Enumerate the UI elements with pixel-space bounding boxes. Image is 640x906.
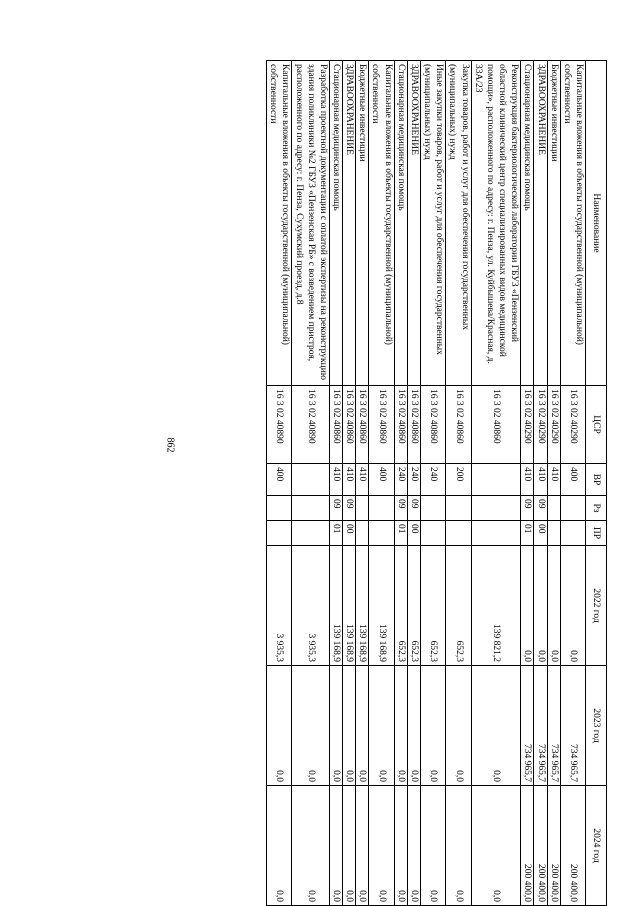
header-2022: 2022 год: [586, 546, 607, 666]
budget-table-rotated: [202, 60, 607, 905]
cell-csr: 16 3 02 40860: [446, 386, 471, 464]
cell-y2023: 0,0: [394, 666, 407, 786]
cell-y2024: 200 400,0: [521, 786, 534, 906]
cell-y2022: 139 168,9: [369, 546, 394, 666]
cell-y2024: 0,0: [394, 786, 407, 906]
cell-y2023: 0,0: [329, 666, 342, 786]
cell-pr: [356, 521, 369, 546]
cell-name: ЗДРАВООХРАНЕНИЕ: [534, 61, 547, 386]
header-rz: Рз: [586, 496, 607, 521]
page-number: 862: [164, 437, 176, 453]
cell-csr: 16 3 02 40860: [329, 386, 342, 464]
table-row: [394, 61, 407, 906]
cell-name: Бюджетные инвестиции: [356, 61, 369, 386]
cell-rz: [369, 496, 394, 521]
cell-name: ЗДРАВООХРАНЕНИЕ: [343, 61, 356, 386]
cell-pr: 00: [534, 521, 547, 546]
table-row: [534, 61, 547, 906]
cell-pr: [369, 521, 394, 546]
table-row: [446, 61, 471, 906]
cell-vr: 400: [369, 464, 394, 496]
cell-csr: 16 3 02 40860: [407, 386, 420, 464]
cell-vr: [292, 464, 329, 496]
cell-csr: 16 3 02 40290: [534, 386, 547, 464]
cell-y2022: 139 168,9: [329, 546, 342, 666]
table-row: [407, 61, 420, 906]
cell-y2022: 0,0: [534, 546, 547, 666]
cell-csr: 16 3 02 40860: [471, 386, 521, 464]
cell-csr: 16 3 02 40860: [356, 386, 369, 464]
cell-y2024: 0,0: [292, 786, 329, 906]
cell-vr: 410: [534, 464, 547, 496]
table-row: [547, 61, 560, 906]
cell-rz: [560, 496, 585, 521]
table-row: [267, 61, 292, 906]
cell-y2024: 0,0: [329, 786, 342, 906]
cell-y2024: 200 400,0: [547, 786, 560, 906]
cell-y2022: 0,0: [521, 546, 534, 666]
cell-pr: [560, 521, 585, 546]
cell-vr: 410: [356, 464, 369, 496]
cell-y2023: 0,0: [471, 666, 521, 786]
cell-vr: 240: [394, 464, 407, 496]
cell-rz: [420, 496, 445, 521]
cell-pr: [547, 521, 560, 546]
cell-y2022: 139 168,9: [356, 546, 369, 666]
cell-name: Разработка проектной документации с оплатой экспертизы на реконструкцию здания поликлиники №2 ГБУЗ «Пензенская РБ» с возведением пристроя, расположенного по адресу: г. Пенза, Сухумский проезд, д.8: [292, 61, 329, 386]
cell-name: Закупка товаров, работ и услуг для обеспечения государственных (муниципальных) нужд: [446, 61, 471, 386]
header-csr: ЦСР: [586, 386, 607, 464]
cell-csr: 16 3 02 40890: [267, 386, 292, 464]
cell-rz: 09: [534, 496, 547, 521]
cell-vr: 200: [446, 464, 471, 496]
cell-rz: 09: [343, 496, 356, 521]
cell-y2024: 0,0: [369, 786, 394, 906]
cell-pr: [471, 521, 521, 546]
cell-rz: [356, 496, 369, 521]
table-row: [471, 61, 521, 906]
cell-name: Стационарная медицинская помощь: [521, 61, 534, 386]
cell-rz: [446, 496, 471, 521]
cell-pr: [267, 521, 292, 546]
cell-vr: 410: [547, 464, 560, 496]
cell-y2022: 652,3: [420, 546, 445, 666]
cell-name: Стационарная медицинская помощь: [329, 61, 342, 386]
table-row: [369, 61, 394, 906]
cell-y2024: 0,0: [471, 786, 521, 906]
cell-y2024: 0,0: [267, 786, 292, 906]
cell-csr: 16 3 02 40860: [420, 386, 445, 464]
cell-y2022: 652,3: [394, 546, 407, 666]
header-2023: 2023 год: [586, 666, 607, 786]
table-row: [329, 61, 342, 906]
cell-y2023: 0,0: [292, 666, 329, 786]
cell-y2023: 734 965,7: [547, 666, 560, 786]
cell-rz: 09: [407, 496, 420, 521]
cell-pr: 01: [329, 521, 342, 546]
cell-csr: 16 3 02 40860: [394, 386, 407, 464]
cell-csr: 16 3 02 40290: [521, 386, 534, 464]
cell-y2022: 652,3: [446, 546, 471, 666]
cell-name: Бюджетные инвестиции: [547, 61, 560, 386]
cell-csr: 16 3 02 40890: [292, 386, 329, 464]
cell-pr: 00: [407, 521, 420, 546]
cell-pr: 01: [394, 521, 407, 546]
cell-csr: 16 3 02 40290: [547, 386, 560, 464]
header-2024: 2024 год: [586, 786, 607, 906]
cell-vr: 410: [521, 464, 534, 496]
cell-pr: 01: [521, 521, 534, 546]
cell-y2023: 0,0: [420, 666, 445, 786]
cell-y2023: 734 965,7: [560, 666, 585, 786]
table-row: [521, 61, 534, 906]
cell-y2024: 200 400,0: [534, 786, 547, 906]
cell-y2023: 0,0: [369, 666, 394, 786]
cell-y2024: 0,0: [407, 786, 420, 906]
cell-name: Реконструкция бактериологической лаборатории ГБУЗ «Пензенский областной клинический центр специализированных видов медицинской помощи», расположенного по адресу: г. Пенза, ул. Куйбышева/Красная, д. 33А/23: [471, 61, 521, 386]
cell-pr: 00: [343, 521, 356, 546]
table-row: [420, 61, 445, 906]
header-name: Наименование: [586, 61, 607, 386]
cell-rz: [547, 496, 560, 521]
cell-rz: 09: [394, 496, 407, 521]
cell-vr: 400: [267, 464, 292, 496]
cell-y2024: 200 400,0: [560, 786, 585, 906]
header-pr: ПР: [586, 521, 607, 546]
cell-pr: [420, 521, 445, 546]
cell-rz: [267, 496, 292, 521]
cell-y2022: 0,0: [547, 546, 560, 666]
cell-vr: [471, 464, 521, 496]
cell-y2022: 0,0: [560, 546, 585, 666]
cell-y2023: 0,0: [267, 666, 292, 786]
cell-rz: [292, 496, 329, 521]
cell-y2024: 0,0: [356, 786, 369, 906]
cell-y2023: 0,0: [343, 666, 356, 786]
cell-vr: 410: [329, 464, 342, 496]
table-header-row: [586, 61, 607, 906]
cell-y2023: 734 965,7: [521, 666, 534, 786]
cell-name: Капитальные вложения в объекты государственной (муниципальной) собственности: [267, 61, 292, 386]
cell-y2024: 0,0: [420, 786, 445, 906]
cell-y2022: 3 935,3: [267, 546, 292, 666]
cell-name: Стационарная медицинская помощь: [394, 61, 407, 386]
cell-vr: 400: [560, 464, 585, 496]
cell-y2023: 0,0: [407, 666, 420, 786]
cell-pr: [292, 521, 329, 546]
cell-name: Капитальные вложения в объекты государственной (муниципальной) собственности: [560, 61, 585, 386]
cell-y2023: 734 965,7: [534, 666, 547, 786]
cell-y2024: 0,0: [343, 786, 356, 906]
table-row: [560, 61, 585, 906]
cell-vr: 240: [420, 464, 445, 496]
cell-csr: 16 3 02 40860: [343, 386, 356, 464]
cell-y2022: 139 821,2: [471, 546, 521, 666]
cell-name: ЗДРАВООХРАНЕНИЕ: [407, 61, 420, 386]
cell-pr: [446, 521, 471, 546]
cell-y2024: 0,0: [446, 786, 471, 906]
cell-y2023: 0,0: [356, 666, 369, 786]
cell-rz: [471, 496, 521, 521]
budget-table: [266, 60, 607, 906]
cell-y2022: 139 168,9: [343, 546, 356, 666]
cell-y2022: 3 935,3: [292, 546, 329, 666]
cell-name: Иные закупки товаров, работ и услуг для обеспечения государственных (муниципальных) нужд: [420, 61, 445, 386]
cell-rz: 09: [329, 496, 342, 521]
cell-csr: 16 3 02 40290: [560, 386, 585, 464]
cell-vr: 240: [407, 464, 420, 496]
cell-y2022: 652,3: [407, 546, 420, 666]
cell-vr: 410: [343, 464, 356, 496]
cell-y2023: 0,0: [446, 666, 471, 786]
cell-csr: 16 3 02 40860: [369, 386, 394, 464]
header-vr: ВР: [586, 464, 607, 496]
table-row: [292, 61, 329, 906]
table-row: [356, 61, 369, 906]
cell-rz: 09: [521, 496, 534, 521]
cell-name: Капитальные вложения в объекты государственной (муниципальной) собственности: [369, 61, 394, 386]
table-row: [343, 61, 356, 906]
